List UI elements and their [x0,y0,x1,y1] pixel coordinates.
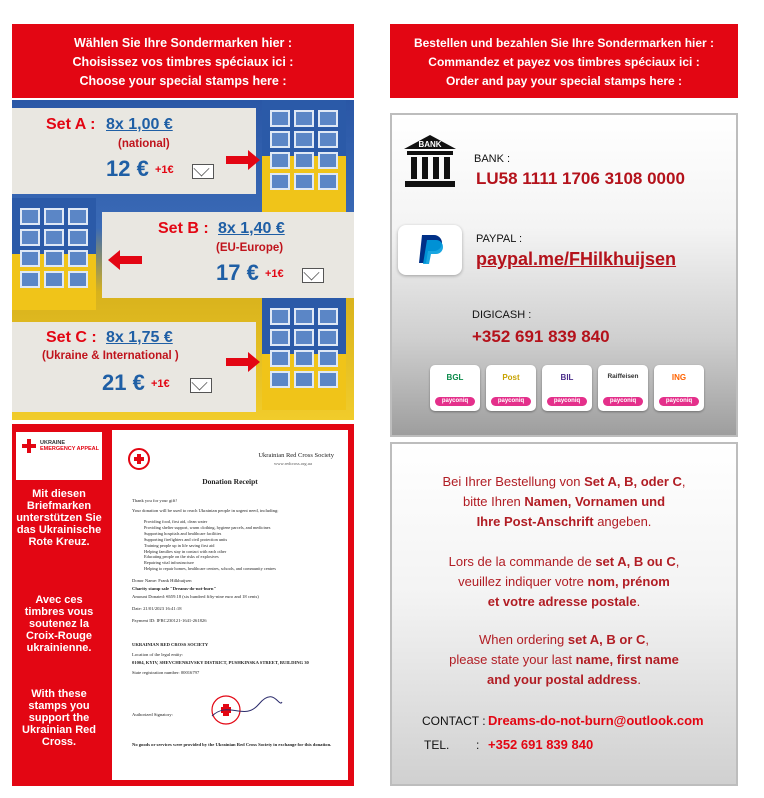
tel-value[interactable]: +352 691 839 840 [488,737,594,752]
contact-label: CONTACT : [422,714,486,728]
stamp-sheet-b[interactable] [12,198,96,310]
red-cross-logo [128,448,150,470]
stamp-sets-area [12,100,354,420]
digicash-label: DIGICASH : [472,309,532,321]
set-a-note: (national) [118,138,170,150]
stamp-sheet-a[interactable] [262,100,346,212]
order-instructions-panel [390,442,738,786]
set-c-total: 21 € +1€ [102,370,170,395]
receipt-bullets: Providing food, first aid, clean water Providing shelter support, warm clothing, hygiene parcels, and medicines Supporting hospitals and healthcare facilities Supporting firefighters and civil protection units Training people up in life saving first aid Helping families stay in contact with each other Educating people on the risks of explosives Repairing vital infrastructure Helping to repair homes, healthcare centres, schools, and community centres [144,519,276,572]
bank-label: BANK : [474,153,511,165]
signature-stamp [204,692,284,728]
paypal-label: PAYPAL : [476,233,523,245]
banner-line-de: Wählen Sie Ihre Sondermarken hier : [73,36,293,50]
banner-line-fr: Choisissez vos timbres spéciaux ici : [72,55,294,69]
set-b-price: 8x 1,40 € [218,220,285,237]
arrow-right-icon [226,156,250,164]
instructions-de: Bei Ihrer Bestellung von Set A, B, oder C, bitte Ihren Namen, Vornamen und Ihre Post-Anschrift angeben. [442,474,686,529]
envelope-icon [302,268,324,283]
set-b-title: Set B : [158,220,209,237]
banner-line-en: Choose your special stamps here : [79,74,287,88]
paypal-icon [398,225,462,275]
support-text-fr: Avec ces timbres vous soutenez la Croix-Rouge ukrainienne. [24,594,94,654]
arrow-left-icon [118,256,142,264]
bank-tile-bgl[interactable]: BGL payconiq [430,365,480,411]
instructions-en: When ordering set A, B or C, please state your last name, first name and your postal address. [449,632,679,687]
envelope-icon [192,164,214,179]
payment-panel [390,113,738,437]
receipt-title: Donation Receipt [202,477,258,486]
support-section [12,424,354,786]
donation-receipt: Ukrainian Red Cross Society www.redcross.org.ua Donation Receipt Thank you for your gift! Your donation will be used to reach Ukrainian people in urgent need, including: Providing food, first aid, clean water Providing shelter support, warm clothing, hygiene parcels, and medicines Supporting hospitals and healthcare facilities Supporting firefighters and civil protection units Training people up in life saving first aid Helping families stay in contact with each other Educating people on the risks of explosives Repairing vital infrastructure Helping to repair homes, healthcare centres, schools, and community centres Donor Name: Frank Hilkhuijsen Charity stamp sale "Dreams-do-not-burn" Amount Donated: €659.18 (six hundred fifty-nine euro and 18 cents) Date: 21/01/2023 16:41:18 Payment ID: IFRC230121-1641-261826 UKRAINIAN RED CROSS SOCIETY Location of the legal entity: 01004, KYIV, SHEVCHENKIVSKY DISTRICT, PUSHKINSKA STREET, BUILDING 30 State registration number: 00016797 Authorized Signatory: No goods or services were provided by the Ukrainian Red Cross Society in exchange for this donation. [112,430,348,780]
arrow-right-icon [226,358,250,366]
set-c-price: 8x 1,75 € [106,329,173,346]
iban-value[interactable]: LU58 1111 1706 3108 0000 [476,169,685,188]
receipt-org: Ukrainian Red Cross Society [258,452,334,459]
set-a-title: Set A : [46,116,96,133]
bank-tile-post[interactable]: Post payconiq [486,365,536,411]
set-a-price: 8x 1,00 € [106,116,173,133]
right-header-banner [390,24,738,98]
set-b-total: 17 € +1€ [216,260,284,285]
support-text-en: With these stamps you support the Ukrainian Red Cross. [22,688,96,748]
stamp-sheet-c[interactable] [262,298,346,410]
envelope-icon [190,378,212,393]
digicash-value[interactable]: +352 691 839 840 [472,327,610,346]
bank-tile-ing[interactable]: ING payconiq [654,365,704,411]
paypal-link[interactable]: paypal.me/FHilkhuijsen [476,249,677,269]
receipt-site: www.redcross.org.ua [274,461,312,466]
banner-line-de: Bestellen und bezahlen Sie Ihre Sondermarken hier : [413,36,715,50]
appeal-logo: UKRAINE EMERGENCY APPEAL [16,432,102,480]
left-header-banner [12,24,354,98]
set-b-note: (EU-Europe) [216,242,284,254]
bank-icon [402,133,458,189]
support-text-de: Mit diesen Briefmarken unterstützen Sie das Ukrainische Rote Kreuz. [16,488,102,548]
tel-label: TEL. : [424,738,480,752]
banner-line-fr: Commandez et payez vos timbres spéciaux ici : [428,55,700,69]
set-c-note: (Ukraine & International ) [42,350,179,362]
banner-line-en: Order and pay your special stamps here : [445,74,683,88]
set-a-total: 12 € +1€ [106,156,174,181]
instructions-fr: Lors de la commande de set A, B ou C, veuillez indiquer votre nom, prénom et votre adresse postale. [448,554,680,609]
bank-tile-raiffeisen[interactable]: Raiffeisen payconiq [598,365,648,411]
svg-text:BANK: BANK [418,140,442,149]
set-c-title: Set C : [46,329,97,346]
bank-tile-bil[interactable]: BIL payconiq [542,365,592,411]
contact-email[interactable]: Dreams-do-not-burn@outlook.com [488,713,704,728]
